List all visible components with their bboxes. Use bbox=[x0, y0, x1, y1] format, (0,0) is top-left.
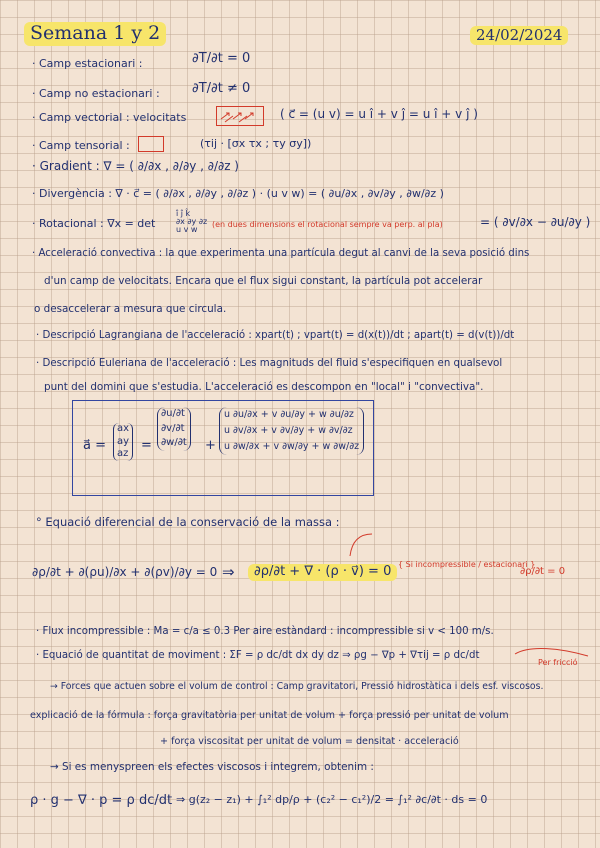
line-gradient: · Gradient : ∇ = ( ∂/∂x , ∂/∂y , ∂/∂z ) bbox=[32, 159, 239, 173]
line-descripcio-lagrangiana: · Descripció Lagrangiana de l'acceleració : xpart(t) ; vpart(t) = d(x(t))/dt ; apart(t) = d(v(t))/dt bbox=[36, 330, 515, 341]
friccio-red-curve bbox=[515, 648, 588, 656]
line-descripcio-euleriana-1: · Descripció Euleriana de l'acceleració : Les magnituds del fluid s'especifiquen en qualsevol bbox=[36, 358, 503, 369]
line-forces: → Forces que actuen sobre el volum de control : Camp gravitatori, Pressió hidrostàtica i dels esf. viscosos. bbox=[50, 681, 544, 692]
line-equacio-massa: ° Equació diferencial de la conservació de la massa : bbox=[36, 515, 340, 529]
eq-massa-result: ∂ρ/∂t = 0 bbox=[520, 566, 566, 577]
acc-local-w: ∂w/∂t bbox=[161, 437, 187, 448]
line-acceleracio-convectiva-2: d'un camp de velocitats. Encara que el flux sigui constant, la partícula pot accelerar bbox=[44, 275, 483, 287]
eq-camp-vectorial: ( c⃗ = (u v) = u î + v ĵ = u î + v ĵ ) bbox=[280, 107, 478, 121]
line-rotacional: · Rotacional : ∇x = det bbox=[32, 217, 156, 230]
line-camp-tensorial: · Camp tensorial : bbox=[32, 139, 130, 152]
line-explicacio-2: + força viscositat per unitat de volum = densitat · acceleració bbox=[160, 736, 459, 747]
page-date: 24/02/2024 bbox=[470, 26, 568, 45]
rotacional-note: (en dues dimensions el rotacional sempre va perp. al pla) bbox=[212, 220, 443, 229]
line-descripcio-euleriana-2: punt del domini que s'estudia. L'acceleració es descompon en "local" i "convectiva". bbox=[44, 381, 484, 393]
acc-conv-v: u ∂v/∂x + v ∂v/∂y + w ∂v/∂z bbox=[224, 425, 353, 437]
eq-camp-estacionari: ∂T/∂t = 0 bbox=[192, 51, 251, 66]
line-explicacio-1: explicació de la fórmula : força gravitatòria per unitat de volum + força pressió per unitat de volum bbox=[30, 710, 509, 721]
acc-conv-u: u ∂u/∂x + v ∂u/∂y + w ∂u/∂z bbox=[224, 409, 354, 420]
line-divergencia: · Divergència : ∇ · c⃗ = ( ∂/∂x , ∂/∂y , ∂/∂z ) · (u v w) = ( ∂u/∂x , ∂v/∂y , ∂w/∂z ) bbox=[32, 187, 444, 200]
acc-local-v: ∂v/∂t bbox=[161, 422, 185, 434]
eq-camp-tensorial: (τij · [σx τx ; τy σy]) bbox=[200, 137, 312, 150]
line-camp-vectorial: · Camp vectorial : velocitats bbox=[32, 111, 187, 124]
acc-local-u: ∂u/∂t bbox=[161, 408, 185, 419]
line-camp-estacionari: · Camp estacionari : bbox=[32, 57, 143, 70]
line-acceleracio-convectiva-3: o desaccelerar a mesura que circula. bbox=[34, 303, 227, 315]
acc-plus: + bbox=[205, 438, 216, 453]
line-menyspreem: → Si es menyspreen els efectes viscosos i integrem, obtenim : bbox=[50, 761, 374, 773]
acc-vector-x: ax bbox=[117, 423, 130, 434]
eq-massa-2: ∂ρ/∂t + ∇ · (ρ · v⃗) = 0 bbox=[248, 564, 397, 581]
line-camp-no-estacionari: · Camp no estacionari : bbox=[32, 87, 160, 100]
page-title: Semana 1 y 2 bbox=[24, 22, 166, 46]
acc-vector-y: ay bbox=[117, 435, 130, 447]
eq-final-2: ⇒ g(z₂ − z₁) + ∫₁² dp/ρ + (c₂² − c₁²)/2 = ∫₁² ∂c/∂t · ds = 0 bbox=[176, 793, 488, 806]
acc-equals: = bbox=[141, 438, 152, 453]
line-acceleracio-convectiva-1: · Acceleració convectiva : la que experimenta una partícula degut al canvi de la seva posició dins bbox=[32, 248, 530, 259]
massa-red-arrow bbox=[350, 534, 372, 556]
eq-camp-no-estacionari: ∂T/∂t ≠ 0 bbox=[192, 81, 251, 96]
eq-massa-arrow: ⇒ bbox=[222, 563, 235, 581]
line-quantitat-moviment: · Equació de quantitat de moviment : ΣF = ρ dc/dt dx dy dz ⇒ ρg − ∇p + ∇τij = ρ dc/dt bbox=[36, 650, 480, 661]
eq-massa-note: { Si incompressible / estacionari } bbox=[398, 560, 536, 569]
acc-label: a⃗ = bbox=[83, 438, 106, 453]
line-flux-incompressible: · Flux incompressible : Ma = c/a ≤ 0.3 Per aire estàndard : incompressible si v < 100 m/s. bbox=[36, 626, 494, 637]
eq-final-1: ρ · g − ∇ · p = ρ dc/dt bbox=[30, 793, 173, 808]
acc-conv-w: u ∂w/∂x + v ∂w/∂y + w ∂w/∂z bbox=[224, 441, 360, 453]
acc-vector-z: az bbox=[117, 448, 129, 459]
rotational-determinant: î ĵ k̂ ∂x ∂y ∂z u v w bbox=[176, 209, 208, 234]
label-per-friccio: Per fricció bbox=[538, 658, 578, 667]
eq-massa-1: ∂ρ/∂t + ∂(ρu)/∂x + ∂(ρv)/∂y = 0 bbox=[32, 565, 218, 579]
eq-rotacional-result: = ( ∂v/∂x − ∂u/∂y ) bbox=[480, 215, 591, 229]
